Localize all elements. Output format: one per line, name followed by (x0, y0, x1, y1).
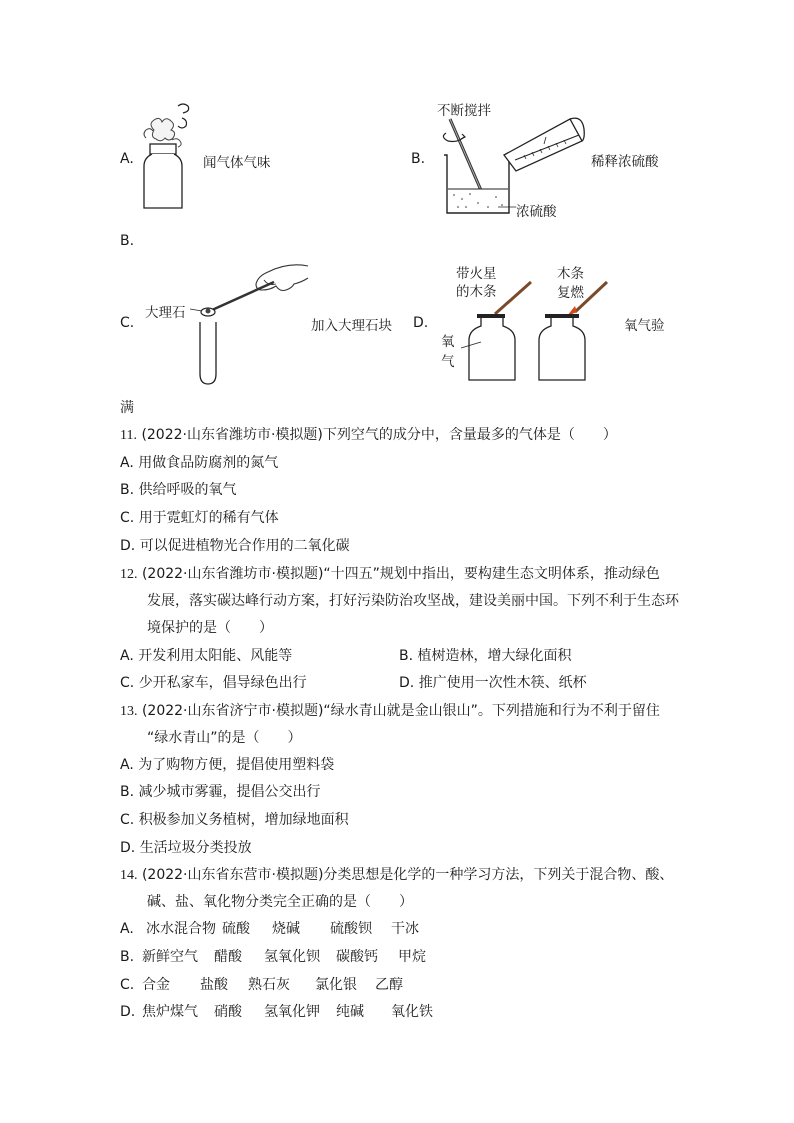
question-stem: 下列空气的成分中，含量最多的气体是（ ） (322, 427, 617, 443)
caption-add-marble: 加入大理石块 (311, 318, 392, 334)
option-text: 开发利用太阳能、风能等 (138, 648, 293, 664)
q13-option-d[interactable] (120, 838, 252, 858)
option-letter: C. (120, 510, 135, 526)
classification-item: 合金 (142, 977, 170, 993)
label-oxygen-1: 氧 (441, 334, 455, 350)
classification-item: 干冰 (391, 921, 419, 937)
caption-smell-gas: 闻气体气味 (203, 155, 271, 171)
classification-item: 氢氧化钾 (264, 1004, 320, 1020)
option-letter: A. (120, 757, 134, 773)
figure-tail-text: 满 (120, 400, 134, 416)
option-letter: C. (120, 812, 135, 828)
q11-option-a[interactable] (120, 453, 278, 473)
question-stem-line-3: 境保护的是（ ） (147, 620, 273, 636)
option-text: 为了购物方便，提倡使用塑料袋 (138, 757, 335, 773)
classification-item: 新鲜空气 (142, 949, 198, 965)
question-stem-line-2: 碱、盐、氧化物分类完全正确的是（ ） (147, 894, 413, 910)
question-11 (120, 425, 617, 446)
oxygen-test-figure (455, 278, 615, 386)
q14-option-c[interactable] (120, 975, 403, 995)
option-letter: B. (120, 784, 135, 800)
option-letter-d: D. (413, 315, 429, 331)
caption-oxygen-test: 氧气验 (624, 318, 665, 334)
option-letter: B. (399, 648, 414, 664)
question-number: 14. (120, 868, 138, 883)
q14-option-d[interactable] (120, 1002, 433, 1022)
question-stem-line-1: 分类思想是化学的一种学习方法，下列关于混合物、酸、 (323, 867, 674, 883)
option-text: 积极参加义务植树，增加绿地面积 (138, 812, 349, 828)
answer-b: B. (120, 233, 135, 249)
classification-item: 氢氧化钡 (264, 949, 320, 965)
classification-item: 氯化银 (315, 977, 357, 993)
label-glowing-stick-2: 的木条 (456, 284, 497, 300)
label-relight-1: 木条 (557, 266, 584, 282)
option-text: 用做食品防腐剂的氮气 (138, 455, 279, 471)
classification-item: 硫酸钡 (330, 921, 372, 937)
option-letter: A. (120, 648, 134, 664)
question-number: 13. (120, 704, 138, 719)
option-letter: D. (399, 675, 415, 691)
label-marble: 大理石 (145, 305, 186, 321)
classification-item: 醋酸 (214, 949, 242, 965)
question-source: (2022·山东省潍坊市·模拟题) (141, 427, 323, 443)
question-number: 12. (120, 567, 138, 582)
marble-figure (190, 258, 310, 388)
classification-item: 盐酸 (200, 977, 228, 993)
option-letter: B. (120, 482, 135, 498)
classification-item: 碳酸钙 (336, 949, 378, 965)
question-source: (2022·山东省东营市·模拟题) (141, 867, 324, 883)
option-letter: D. (120, 1004, 136, 1020)
classification-item: 纯碱 (336, 1004, 364, 1020)
classification-item: 冰水混合物 (146, 921, 216, 937)
q13-option-a[interactable] (120, 755, 334, 775)
option-letter: C. (120, 675, 135, 691)
question-stem-line-2: “绿水青山”的是（ ） (147, 730, 302, 746)
classification-item: 硫酸 (222, 921, 250, 937)
q11-option-d[interactable] (120, 536, 350, 556)
question-stem-line-2: 发展，落实碳达峰行动方案，打好污染防治攻坚战，建设美丽中国。下列不利于生态环 (147, 593, 679, 609)
question-13 (120, 701, 660, 722)
question-12 (120, 564, 660, 585)
option-text: 少开私家车，倡导绿色出行 (138, 675, 307, 691)
option-letter: A. (120, 455, 134, 471)
question-source: (2022·山东省潍坊市·模拟题) (141, 566, 324, 582)
question-number: 11. (120, 428, 137, 443)
option-text: 植树造林，增大绿化面积 (417, 648, 572, 664)
option-letter-b: B. (411, 151, 426, 167)
classification-item: 氧化铁 (391, 1004, 433, 1020)
classification-item: 甲烷 (398, 949, 426, 965)
label-keep-stirring: 不断搅拌 (437, 103, 491, 119)
classification-item: 熟石灰 (248, 977, 290, 993)
label-glowing-stick-1: 带火星 (456, 266, 497, 282)
option-letter: D. (120, 840, 136, 856)
classification-item: 乙醇 (375, 977, 403, 993)
dilution-figure (440, 115, 600, 220)
option-text: 推广使用一次性木筷、纸杯 (418, 675, 587, 691)
q12-option-a[interactable] (120, 646, 292, 666)
question-source: (2022·山东省济宁市·模拟题) (141, 703, 324, 719)
label-concentrated-acid: 浓硫酸 (516, 204, 557, 220)
classification-item: 烧碱 (272, 921, 300, 937)
label-relight-2: 复燃 (557, 285, 584, 301)
question-stem-line-1: “绿水青山就是金山银山”。下列措施和行为不利于留住 (323, 703, 660, 719)
option-letter: D. (120, 538, 136, 554)
option-text: 用于霓虹灯的稀有气体 (138, 510, 279, 526)
caption-dilute-acid: 稀释浓硫酸 (591, 154, 659, 170)
classification-item: 硝酸 (214, 1004, 242, 1020)
option-letter-c: C. (120, 315, 135, 331)
option-letter: A. (120, 921, 134, 937)
q13-option-c[interactable] (120, 810, 349, 830)
smell-gas-figure (136, 100, 206, 215)
option-letter-a: A. (120, 151, 134, 167)
label-oxygen-2: 气 (441, 354, 455, 370)
q11-option-b[interactable] (120, 480, 237, 500)
q11-option-c[interactable] (120, 508, 279, 528)
q14-option-a[interactable] (120, 919, 419, 939)
option-text: 生活垃圾分类投放 (139, 840, 252, 856)
option-text: 可以促进植物光合作用的二氧化碳 (139, 538, 350, 554)
option-letter: C. (120, 977, 135, 993)
option-text: 供给呼吸的氧气 (138, 482, 237, 498)
classification-item: 焦炉煤气 (142, 1004, 198, 1020)
q13-option-b[interactable] (120, 782, 321, 802)
question-14 (120, 865, 673, 886)
q14-option-b[interactable] (120, 947, 426, 967)
question-stem-line-1: “十四五”规划中指出，要构建生态文明体系，推动绿色 (323, 566, 660, 582)
option-text: 减少城市雾霾，提倡公交出行 (138, 784, 321, 800)
q12-option-d[interactable] (399, 673, 587, 693)
q12-option-b[interactable] (399, 646, 572, 666)
option-letter: B. (120, 949, 135, 965)
q12-option-c[interactable] (120, 673, 307, 693)
